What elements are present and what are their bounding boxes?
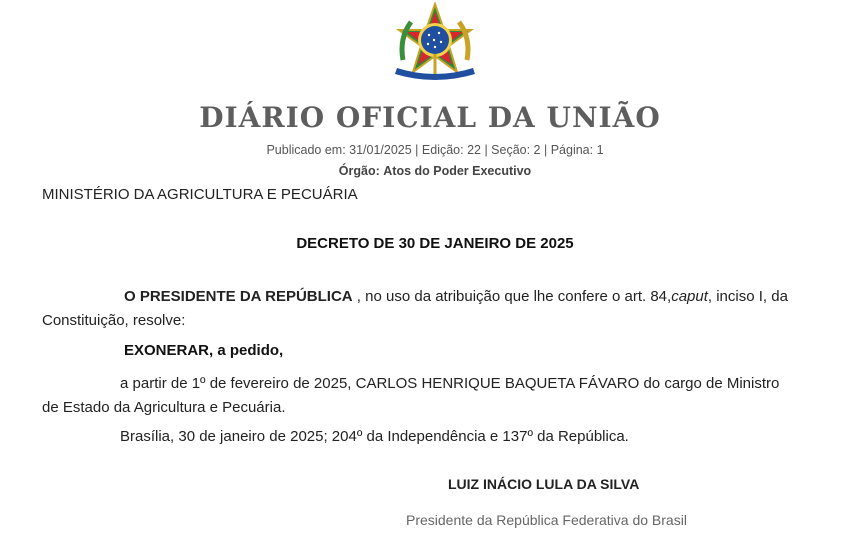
preamble-paragraph <box>42 285 832 333</box>
brazil-coat-of-arms-icon <box>389 2 481 88</box>
preamble-line-1 <box>42 285 832 309</box>
decree-title: DECRETO DE 30 DE JANEIRO DE 2025 <box>296 235 574 252</box>
caput-term: caput <box>671 288 708 305</box>
signer-role: Presidente da República Federativa do Brasil <box>406 512 687 528</box>
body-paragraph <box>42 372 832 420</box>
orgao-value: Atos do Poder Executivo <box>383 164 532 178</box>
page-title: DIÁRIO OFICIAL DA UNIÃO <box>199 101 661 134</box>
dateline: Brasília, 30 de janeiro de 2025; 204º da Independência e 137º da República. <box>120 428 629 445</box>
preamble-text: , no uso da atribuição que lhe confere o art. 84, <box>352 288 672 305</box>
action-heading: EXONERAR, a pedido, <box>124 342 284 359</box>
orgao-line <box>0 164 860 178</box>
preamble-line-2: Constituição, resolve: <box>42 312 186 329</box>
body-line-2: de Estado da Agricultura e Pecuária. <box>42 399 286 416</box>
publication-meta: Publicado em: 31/01/2025 | Edição: 22 | Seção: 2 | Página: 1 <box>266 143 604 157</box>
orgao-label: Órgão: <box>338 164 380 178</box>
preamble-bold: O PRESIDENTE DA REPÚBLICA <box>124 288 353 305</box>
signer-name: LUIZ INÁCIO LULA DA SILVA <box>448 476 640 492</box>
body-line-1: a partir de 1º de fevereiro de 2025, CARLOS HENRIQUE BAQUETA FÁVARO do cargo de Ministro <box>120 375 780 392</box>
ministry-name: MINISTÉRIO DA AGRICULTURA E PECUÁRIA <box>42 186 358 203</box>
preamble-end: , inciso I, da <box>707 288 788 305</box>
